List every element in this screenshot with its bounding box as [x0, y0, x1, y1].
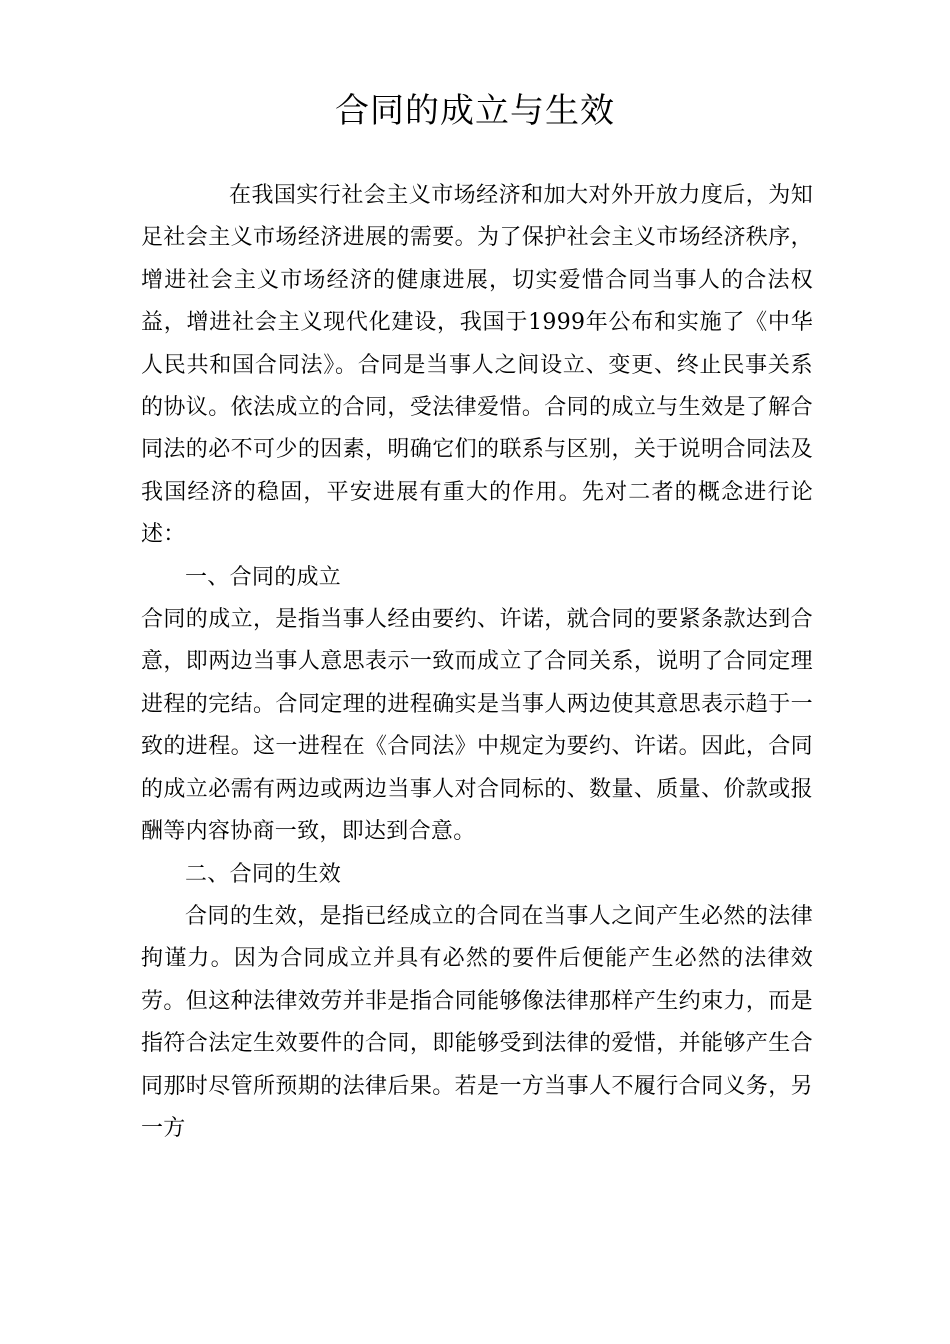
paragraph-formation: 合同的成立，是指当事人经由要约、许诺，就合同的要紧条款达到合意，即两边当事人意思表示一致而成立了合同关系，说明了合同定理进程的完结。合同定理的进程确实是当事人两边使其意思表示趋于一致的进程。这一进程在《合同法》中规定为要约、许诺。因此，合同的成立必需有两边或两边当事人对合同标的、数量、质量、价款或报酬等内容协商一致，即达到合意。	[141, 607, 813, 845]
section-heading-effectiveness: 二、合同的生效	[185, 861, 342, 887]
document-title: 合同的成立与生效	[335, 91, 615, 131]
document-body	[141, 175, 813, 1150]
paragraph-effectiveness: 合同的生效，是指已经成立的合同在当事人之间产生必然的法律拘谨力。因为合同成立并具有必然的要件后便能产生必然的法律效劳。但这种法律效劳并非是指合同能够像法律那样产生约束力，而是指符合法定生效要件的合同，即能够受到法律的爱惜，并能够产生合同那时尽管所预期的法律后果。若是一方当事人不履行合同义务，另一方	[141, 903, 813, 1141]
paragraph-intro: 在我国实行社会主义市场经济和加大对外开放力度后，为知足社会主义市场经济进展的需要。为了保护社会主义市场经济秩序，增进社会主义市场经济的健康进展，切实爱惜合同当事人的合法权益，增进社会主义现代化建设，我国于1999年公布和实施了《中华人民共和国合同法》。合同是当事人之间设立、变更、终止民事关系的协议。依法成立的合同，受法律爱惜。合同的成立与生效是了解合同法的必不可少的因素，明确它们的联系与区别，关于说明合同法及我国经济的稳固，平安进展有重大的作用。先对二者的概念进行论述：	[141, 183, 813, 548]
section-heading-formation: 一、合同的成立	[185, 564, 342, 590]
